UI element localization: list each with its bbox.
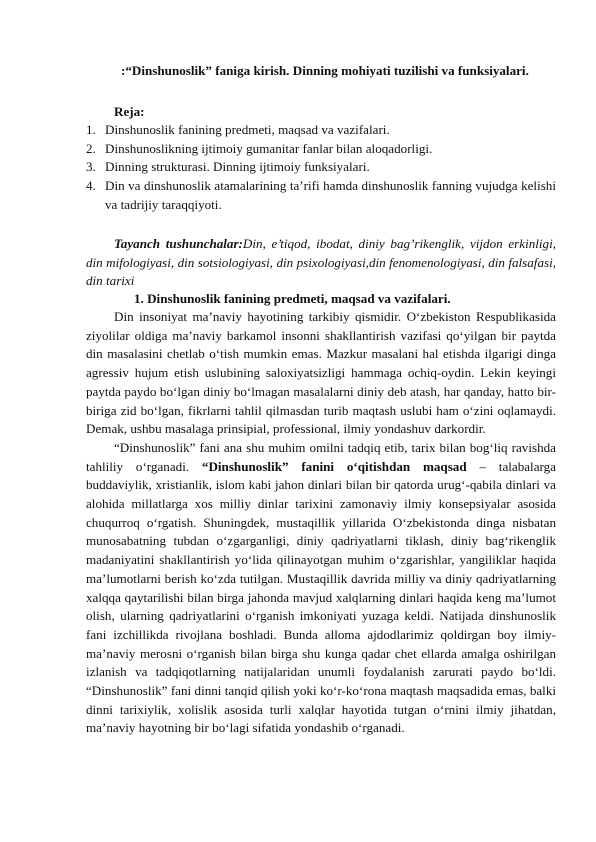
plan-list (86, 121, 556, 215)
plan-item (86, 140, 556, 159)
plan-item-text: Dinshunoslik fanining predmeti, maqsad va vazifalari. (105, 122, 390, 137)
page-title: :“Dinshunoslik” faniga kirish. Dinning mohiyati tuzilishi va funksiyalari. (121, 63, 529, 78)
plan-item-number: 4. (86, 178, 96, 194)
paragraph-text: – talabalarga buddaviylik, xristianlik, islom kabi jahon dinlari bilan bir qatorda urug‘-qabila dinlari va alohida millatlarga xos milliy dinlar tarixini zamonaviy ilmiy konsepsiyalar asosida chuqurroq o‘rgatish. Shuningdek, mustaqillik yillarida O‘zbekistonda dinga nisbatan munosabatning tubdan o‘zgarganligi, diniy qadriyatlarni tiklash, diniy bag‘rikenglik madaniyatini shakllantirish yo‘lida qilinayotgan muhim o‘zgarishlar, yangiliklar haqida ma’lumotlarni berish ko‘zda tutilgan. Mustaqillik davrida milliy va diniy qadriyatlarning xalqqa qaytarilishi bilan birga jahonda mavjud xalqlarning dinlari haqida keng ma’lumot olish, ularning qadriyatlarini o‘rganish imkoniyati yuzaga keldi. Natijada dinshunoslik fani izchillikda rivojlana boshladi. Bunda alloma ajdodlarimiz qoldirgan boy ilmiy-ma’naviy merosni o‘rganish bilan birga shu kunga qadar chet ellarda amalga oshirilgan izlanish va tadqiqotlarning natijalaridan unumli foydalanish zarurati paydo bo‘ldi. “Dinshunoslik” fani dinni tanqid qilish yoki ko‘r-ko‘rona maqtash maqsadida emas, balki dinni tarixiylik, xolislik asosida turli xalqlar hayotida tutgan o‘rnini ilmiy jihatdan, ma’naviy hayotning bir bo‘lagi sifatida yondashib o‘rganadi. (86, 458, 556, 736)
keywords-text: Din, e’tiqod, ibodat, diniy bag’rikenglik, vijdon erkinligi, din mifologiyasi, din sotsiologiyasi, din psixologiyasi,din fenomenologiyasi, din falsafasi, din tarixi (86, 236, 556, 289)
keywords-label: Tayanch tushunchalar: (114, 236, 243, 251)
plan-item (86, 121, 556, 140)
keywords-paragraph (86, 235, 556, 291)
body-paragraph (86, 439, 556, 738)
plan-item-text: Dinning strukturasi. Dinning ijtimoiy funksiyalari. (105, 159, 370, 175)
plan-item (86, 158, 556, 177)
section-body (86, 308, 556, 738)
section-heading: 1. Dinshunoslik fanining predmeti, maqsad va vazifalari. (134, 291, 451, 306)
plan-item-number: 3. (86, 159, 96, 175)
plan-item-text: Dinshunoslikning ijtimoiy gumanitar fanlar bilan aloqadorligi. (105, 140, 433, 156)
plan-item-number: 1. (86, 122, 96, 137)
plan-item-text: Din va dinshunoslik atamalarining ta’rifi hamda dinshunoslik fanning vujudga kelishi va tadrijiy taraqqiyoti. (105, 178, 556, 212)
bold-phrase: “Dinshunoslik” fanini o‘qitishdan maqsad (201, 458, 467, 474)
paragraph-text: “Dinshunoslik” fani ana shu muhim omilni tadqiq etib, tarix bilan bog‘liq ravishda tahliliy o‘rganadi. (86, 439, 556, 474)
plan-item-number: 2. (86, 140, 96, 156)
plan-item (86, 177, 556, 214)
plan-heading: Reja: (114, 104, 145, 119)
body-paragraph: Din insoniyat ma’naviy hayotining tarkibiy qismidir. O‘zbekiston Respublikasida ziyolilar oldiga ma’naviy barkamol insonni shakllantirish vazifasi qo‘yilgan bir paytda din masalasini chetlab o‘tish mumkin emas. Mazkur masalani hal etishda ilgarigi dinga agressiv hujum etish uslubining saloxiyatsizligi hammaga ochiq-oydin. Lekin keyingi paytda paydo bo‘lgan diniy bo‘lmagan masalalarni diniy deb atash, har qanday, hatto bir-biriga zid bo‘lgan, fikrlarni tahlil qilmasdan turib maqtash uslubi ham o‘zini oqlamaydi. Demak, ushbu masalaga prinsipial, professional, ilmiy yondashuv darkordir. (86, 309, 556, 437)
